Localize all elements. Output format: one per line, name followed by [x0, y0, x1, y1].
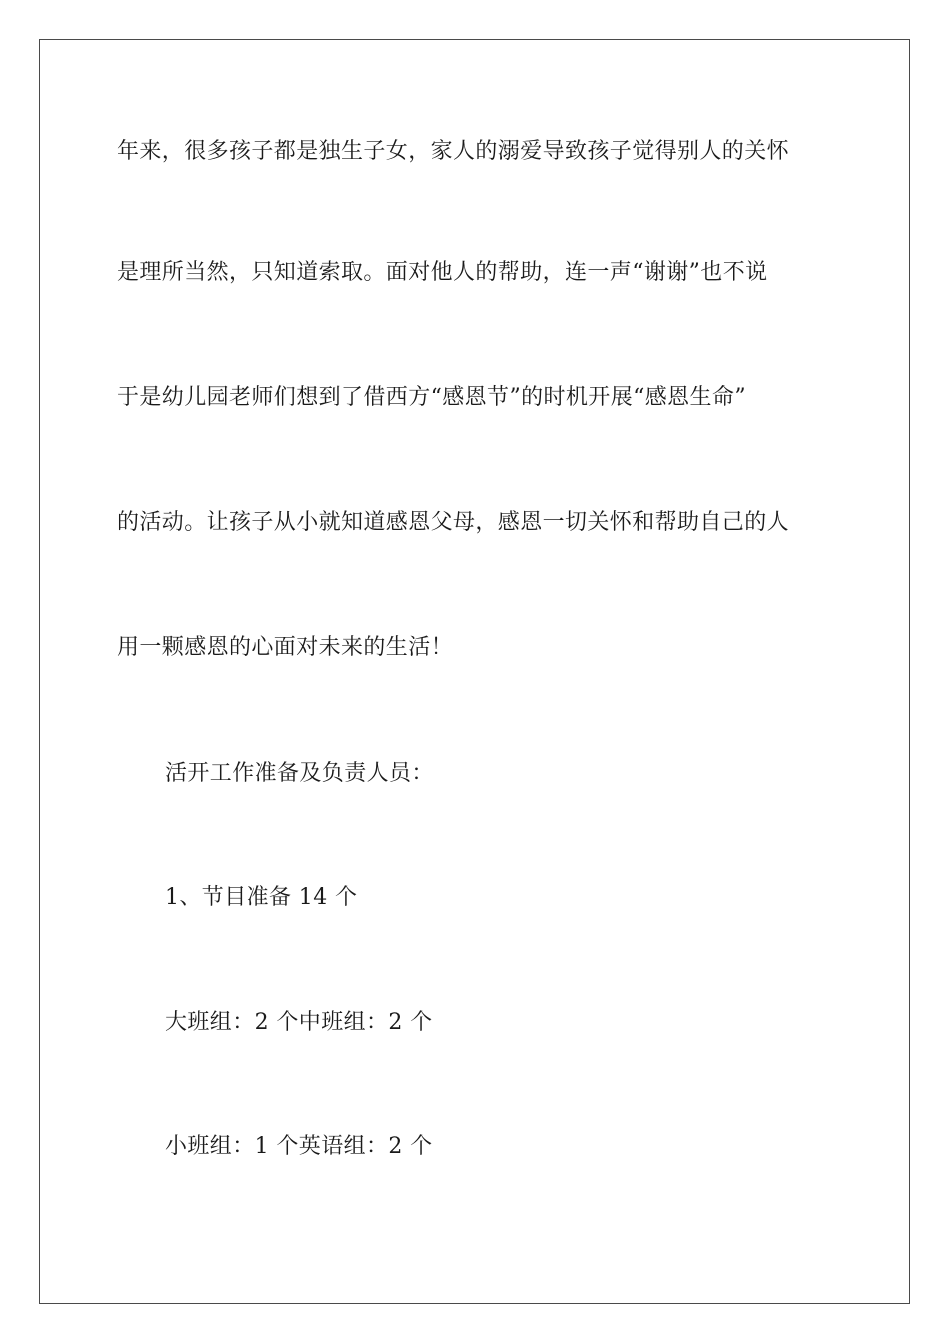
- paragraph-line: 是理所当然，只知道索取。面对他人的帮助，连一声“谢谢”也不说: [117, 260, 768, 285]
- section-heading: 活开工作准备及负责人员：: [165, 761, 434, 786]
- group-allocation-line: 大班组：2 个中班组：2 个: [165, 1010, 433, 1035]
- paragraph-line: 用一颗感恩的心面对未来的生活！: [117, 635, 454, 660]
- page-border: [39, 39, 910, 1304]
- paragraph-line: 的活动。让孩子从小就知道感恩父母，感恩一切关怀和帮助自己的人: [117, 510, 790, 535]
- group-allocation-line: 小班组：1 个英语组：2 个: [165, 1134, 433, 1159]
- list-item: 1、节目准备 14 个: [165, 885, 358, 910]
- paragraph-line: 于是幼儿园老师们想到了借西方“感恩节”的时机开展“感恩生命”: [117, 385, 746, 410]
- paragraph-line: 年来，很多孩子都是独生子女，家人的溺爱导致孩子觉得别人的关怀: [117, 139, 790, 164]
